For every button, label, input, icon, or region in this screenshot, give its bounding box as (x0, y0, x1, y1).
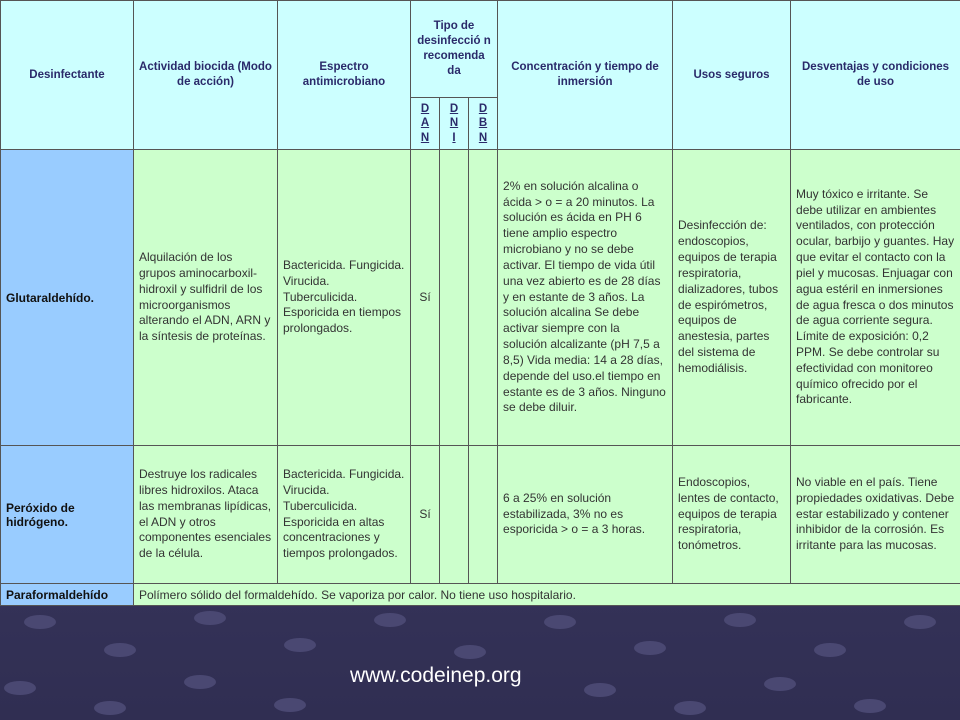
subheader-dan (411, 98, 440, 150)
table-row (1, 150, 960, 446)
header-activity: Actividad biocida (Modo de acción) (134, 1, 278, 150)
row-uses: Endoscopios, lentes de contacto, equipos de terapia respiratoria, tonómetros. (673, 446, 791, 584)
row-uses: Desinfección de: endoscopios, equipos de terapia respiratoria, dializadores, tubos de espirómetros, equipos de anestesia, partes del sistema de hemodiálisis. (673, 150, 791, 446)
row-name: Paraformaldehído (1, 584, 134, 606)
website-url: www.codeinep.org (350, 664, 522, 687)
row-spectrum: Bactericida. Fungicida. Virucida. Tuberculicida. Esporicida en tiempos prolongados. (278, 150, 411, 446)
row-dan: Sí (411, 150, 440, 446)
row-dbn (469, 446, 498, 584)
subheader-dni-letter: I (452, 131, 456, 144)
header-disinfectant: Desinfectante (1, 1, 134, 150)
subheader-dbn-letter: D (478, 102, 488, 115)
table-row (1, 584, 960, 606)
row-dni (440, 150, 469, 446)
row-dni (440, 446, 469, 584)
header-spectrum: Espectro antimicrobiano (278, 1, 411, 150)
header-uses: Usos seguros (673, 1, 791, 150)
row-concentration: 6 a 25% en solución estabilizada, 3% no es esporicida > o = a 3 horas. (498, 446, 673, 584)
row-dbn (469, 150, 498, 446)
subheader-dni-letter: N (449, 117, 459, 130)
row-description: Polímero sólido del formaldehído. Se vaporiza por calor. No tiene uso hospitalario. (134, 584, 960, 606)
row-spectrum: Bactericida. Fungicida. Virucida. Tuberculicida. Esporicida en altas concentraciones y tiempos prolongados. (278, 446, 411, 584)
row-activity: Alquilación de los grupos aminocarboxil-hidroxil y sulfidril de los microorganismos alterando el ADN, ARN y la síntesis de proteínas. (134, 150, 278, 446)
row-name: Glutaraldehído. (1, 150, 134, 446)
header-concentration: Concentración y tiempo de inmersión (498, 1, 673, 150)
table-row (1, 446, 960, 584)
subheader-dni (440, 98, 469, 150)
row-disadvantages: No viable en el país. Tiene propiedades oxidativas. Debe estar estabilizado y contener inhibidor de la corrosión. Es irritante para las mucosas. (791, 446, 960, 584)
subheader-dan-letter: A (420, 117, 430, 130)
subheader-dbn-letter: B (478, 117, 488, 130)
row-concentration: 2% en solución alcalina o ácida > o = a 20 minutos. La solución es ácida en PH 6 tiene amplio espectro microbiano y no se debe activar. El tiempo de vida útil una vez abierto es de 28 días y en estante de 3 años. La solución alcalina Se debe activar siempre con la solución alcalizante (pH 7,5 a 8,5) Vida media: 14 a 28 días, depende del uso.el tiempo en estante es de 3 años. Ninguno se debe diluir. (498, 150, 673, 446)
row-disadvantages: Muy tóxico e irritante. Se debe utilizar en ambientes ventilados, con protección ocular, barbijo y guantes. Hay que evitar el contacto con la piel y mucosas. Enjuagar con agua estéril en inmersiones de agua fresca o dos minutos de agua corriente segura. Límite de exposición: 0,2 PPM. Se debe controlar su efectividad con monitoreo químico ofrecido por el fabricante. (791, 150, 960, 446)
background-decoration (0, 600, 960, 720)
subheader-dni-letter: D (449, 102, 459, 115)
header-disadvantages: Desventajas y condiciones de uso (791, 1, 960, 150)
header-type: Tipo de desinfecció n recomenda da (411, 1, 498, 98)
subheader-dbn (469, 98, 498, 150)
row-activity: Destruye los radicales libres hidroxilos. Ataca las membranas lipídicas, el ADN y otros componentes esenciales de la célula. (134, 446, 278, 584)
subheader-dbn-letter: N (478, 131, 488, 144)
row-dan: Sí (411, 446, 440, 584)
subheader-dan-letter: N (420, 131, 430, 144)
subheader-dan-letter: D (420, 102, 430, 115)
row-name: Peróxido de hidrógeno. (1, 446, 134, 584)
